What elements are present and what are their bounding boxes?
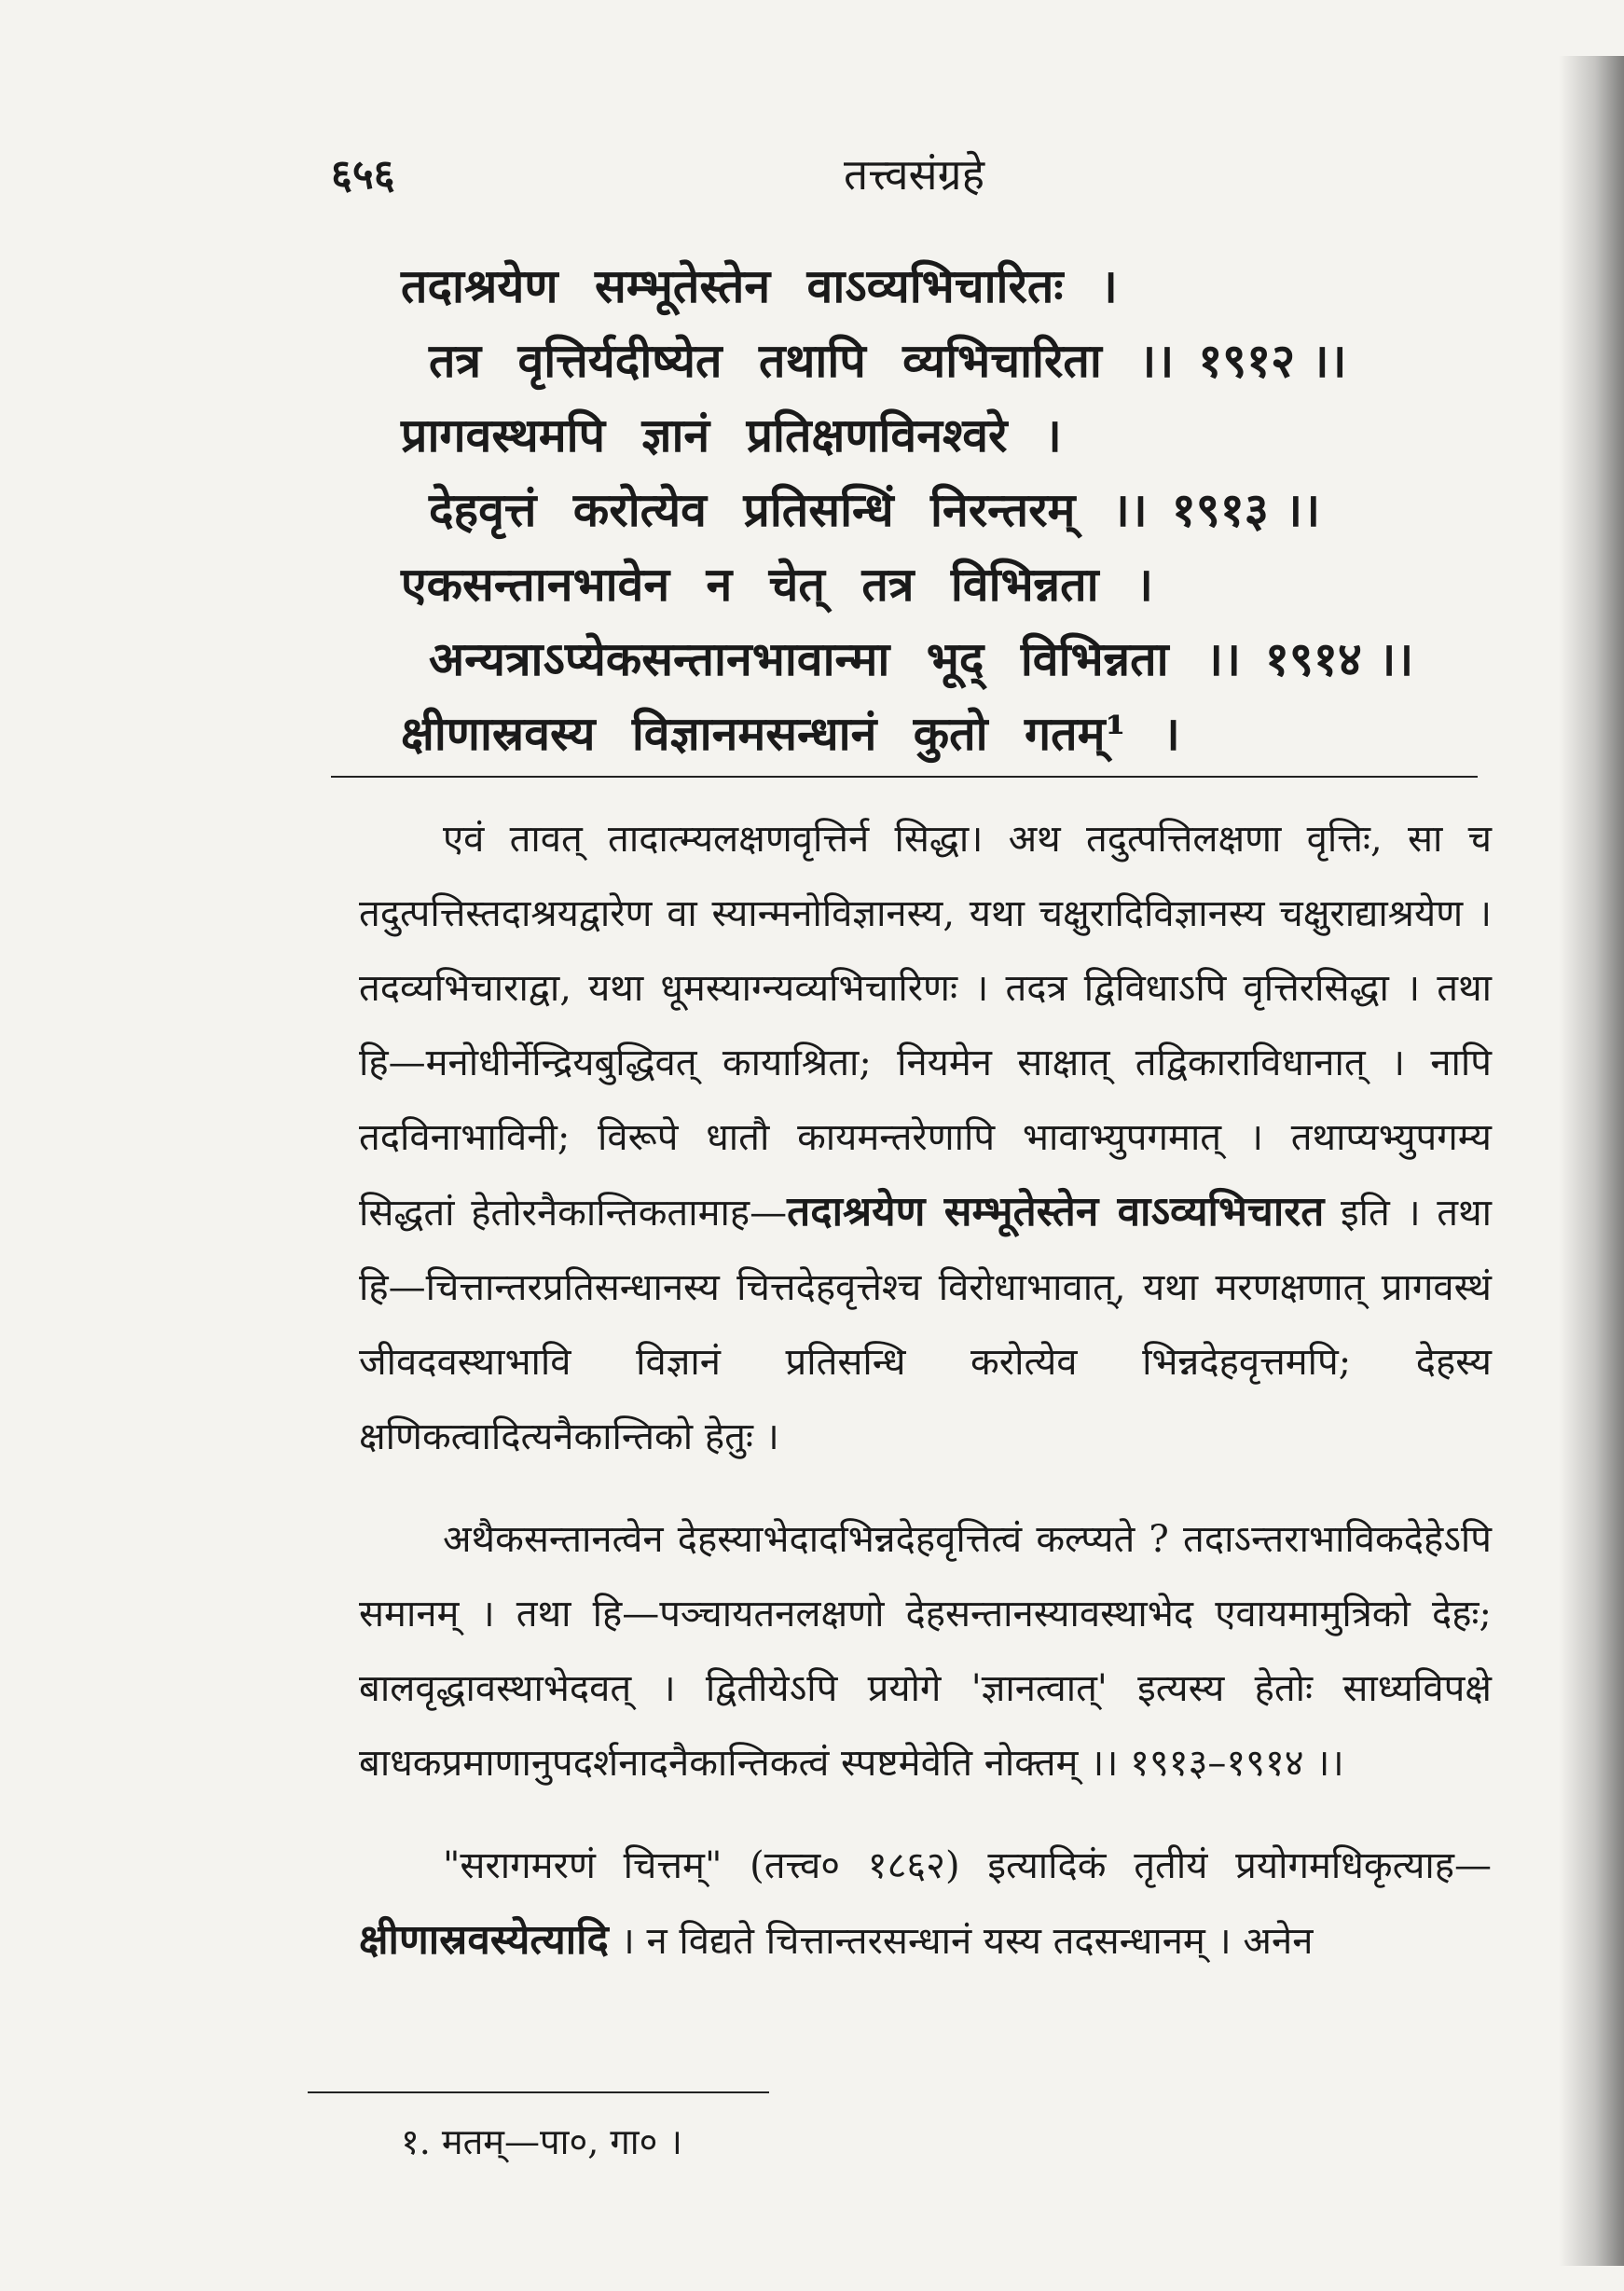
verse-text: देहवृत्तं करोत्येव प्रतिसन्धिं निरन्तरम् ।।	[429, 482, 1148, 537]
commentary-text: एवं तावत् तादात्म्यलक्षणवृत्तिर्न सिद्धा। अथ तदुत्पत्तिलक्षणा वृत्तिः, सा च तदुत्पत्तिस्तदाश्रयद्वारेण वा स्यान्मनोविज्ञानस्य, यथा चक्षुरादिविज्ञानस्य चक्षुराद्याश्रयेण । तदव्यभिचाराद्वा, यथा धूमस्याग्न्यव्यभिचारिणः । तदत्र द्विविधाऽपि वृत्तिरसिद्धा । तथा हि—मनोधीर्नेन्द्रियबुद्धिवत् कायाश्रिता; नियमेन साक्षात् तद्विकाराविधानात् । नापि तदविनाभाविनी; विरूपे धातौ कायमन्तरेणापि भावाभ्युपगमात् । तथाप्यभ्युपगम्य सिद्धतां हेतोरनैकान्तिकतामाह—	[359, 818, 1492, 1235]
page-header	[331, 145, 1496, 210]
commentary-text: अथैकसन्तानत्वेन देहस्याभेदादभिन्नदेहवृत्तित्वं कल्प्यते ? तदाऽन्तराभाविकदेहेऽपि समानम् । तथा हि—पञ्चायतनलक्षणो देहसन्तानस्यावस्थाभेद एवायमामुत्रिको देहः; बालवृद्धावस्थाभेदवत् । द्वितीयेऽपि प्रयोगे 'ज्ञानत्वात्' इत्यस्य हेतोः साध्यविपक्षे बाधकप्रमाणानुपदर्शनादनैकान्तिकत्वं स्पष्टमेवेति नोक्तम् ।। १९१३–१९१४ ।।	[359, 1518, 1492, 1785]
verse-line	[401, 620, 1492, 695]
verse-divider-rule	[331, 776, 1478, 778]
verse-text: तदाश्रयेण सम्भूतेस्तेन वाऽव्यभिचारितः ।	[401, 258, 1118, 313]
footnote-rule	[308, 2091, 769, 2093]
commentary-text: "सरागमरणं चित्तम्" (तत्त्व० १८६२) इत्यादिकं तृतीयं प्रयोगमधिकृत्याह—	[443, 1844, 1492, 1887]
verse-line	[401, 545, 1492, 620]
verse-line	[401, 322, 1492, 396]
page-edge-shadow	[1559, 56, 1624, 2266]
quoted-verse: तदाश्रयेण सम्भूतेस्तेन वाऽव्यभिचारत	[787, 1188, 1325, 1235]
verse-number: १९१४ ।।	[1264, 631, 1414, 686]
verse-number: १९१२ ।।	[1198, 333, 1347, 388]
commentary-text: इति । तथा हि—चित्तान्तरप्रतिसन्धानस्य चित्तदेहवृत्तेश्च विरोधाभावात्, यथा मरणक्षणात् प्रागवस्थं जीवदवस्थाभावि विज्ञानं प्रतिसन्धि करोत्येव भिन्नदेहवृत्तमपि; देहस्य क्षणिकत्वादित्यनैकान्तिको हेतुः ।	[359, 1192, 1493, 1458]
commentary-paragraph	[359, 1829, 1492, 1979]
verse-text: प्रागवस्थमपि ज्ञानं प्रतिक्षणविनश्वरे ।	[401, 407, 1062, 462]
verse-number: १९१३ ।।	[1171, 482, 1321, 537]
verse-text: एकसन्तानभावेन न चेत् तत्र विभिन्नता ।	[401, 557, 1153, 612]
quoted-pratika: क्षीणास्रवस्येत्यादि	[359, 1916, 609, 1964]
verse-text: अन्यत्राऽप्येकसन्तानभावान्मा भूद् विभिन्नता ।।	[429, 631, 1241, 686]
verse-line	[401, 695, 1492, 769]
commentary	[359, 802, 1492, 2007]
verse-block	[401, 247, 1492, 769]
page-number: ६५६	[331, 151, 395, 199]
commentary-text: । न विद्यते चित्तान्तरसन्धानं यस्य तदसन्धानम् । अनेन	[608, 1920, 1314, 1963]
commentary-paragraph	[359, 802, 1492, 1474]
footnote: १. मतम्—पा०, गा० ।	[401, 2121, 682, 2162]
commentary-paragraph	[359, 1502, 1492, 1801]
verse-line	[401, 396, 1492, 471]
verse-line	[401, 471, 1492, 545]
verse-text: तत्र वृत्तिर्यदीष्येत तथापि व्यभिचारिता ।।	[429, 333, 1175, 388]
verse-line	[401, 247, 1492, 322]
running-title: तत्त्वसंग्रहे	[844, 149, 985, 200]
verse-text: क्षीणास्रवस्य विज्ञानमसन्धानं कुतो गतम्¹ ।	[401, 706, 1180, 761]
